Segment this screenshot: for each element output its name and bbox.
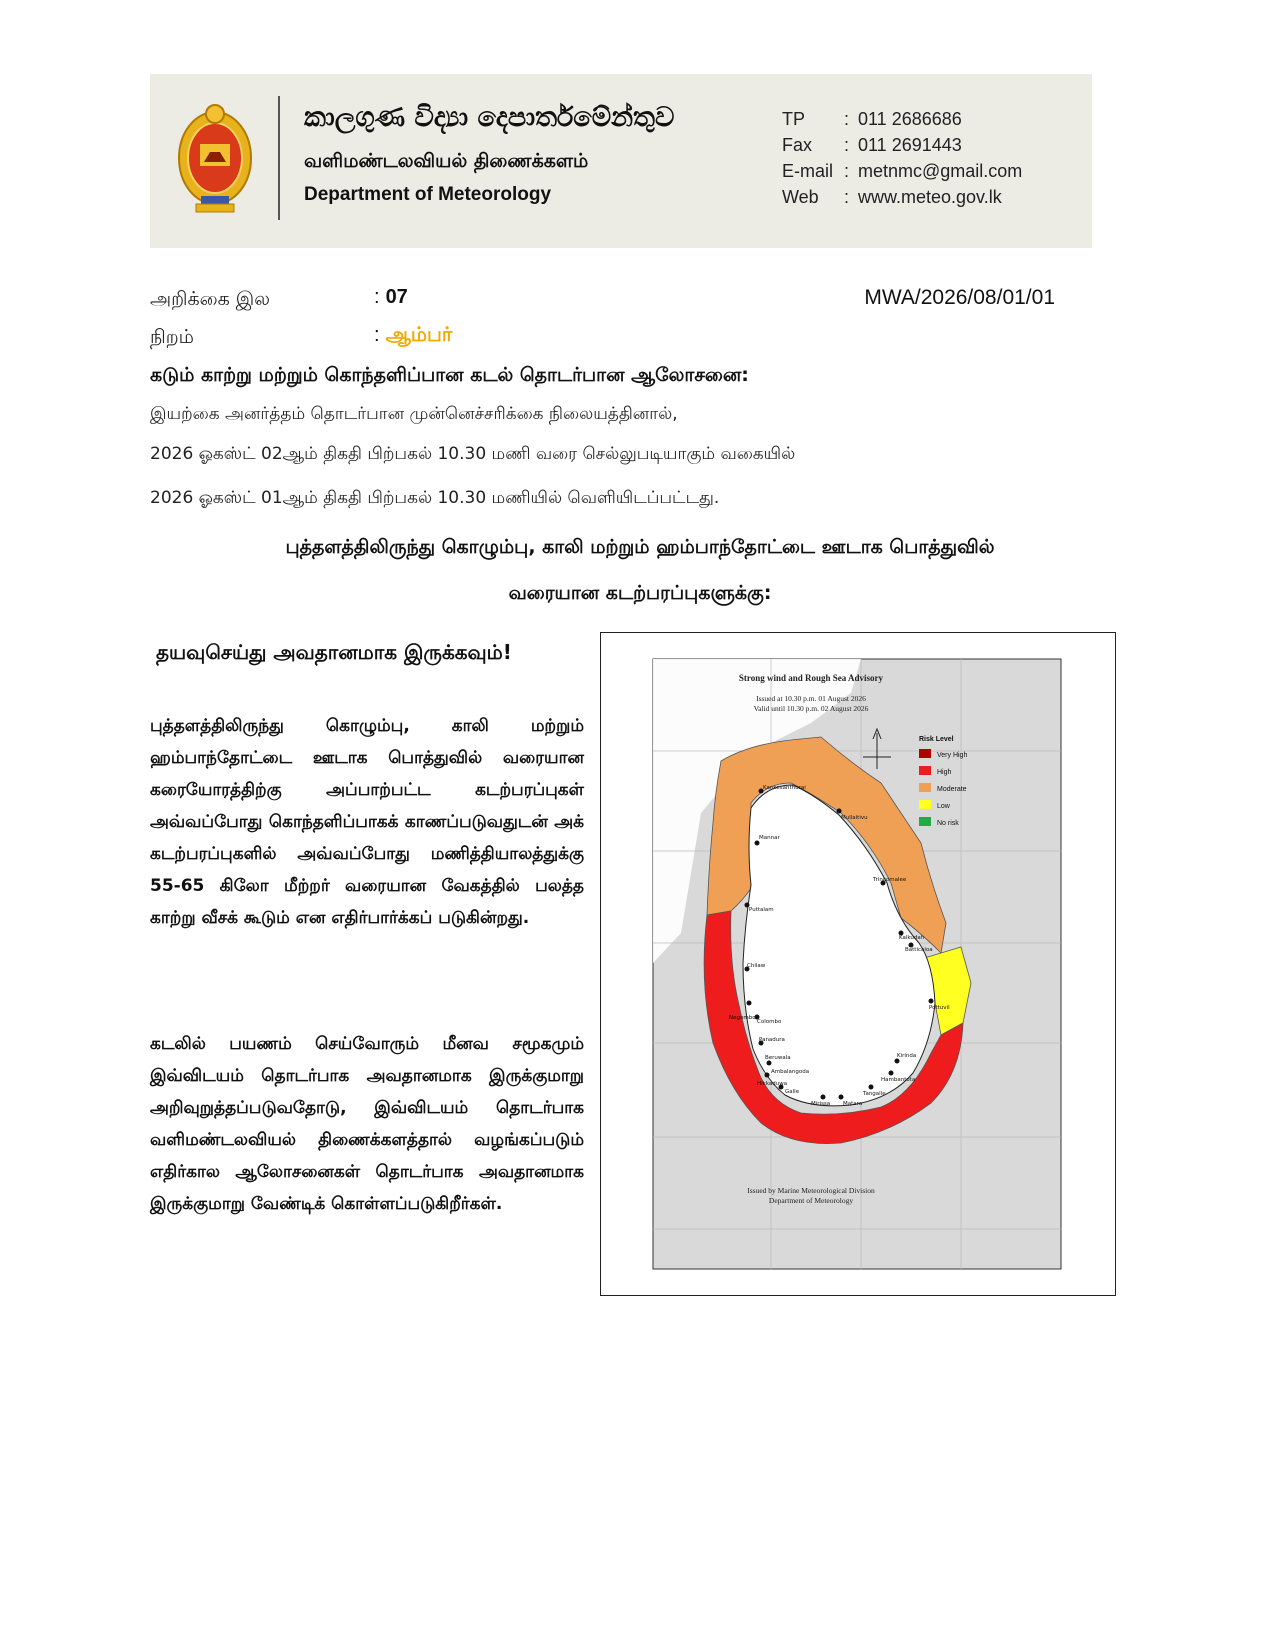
area-line: வரையான கடற்பரப்புகளுக்கு: [508,582,772,604]
legend-label: Very High [937,752,968,759]
legend-swatch [919,783,931,792]
advisory-map-svg [601,633,1114,1294]
map-issued: Issued at 10.30 p.m. 01 August 2026 [756,694,866,703]
contact-details [782,106,1022,210]
legend-label: Low [937,803,950,810]
letterhead [150,74,1092,248]
contact-label: E-mail [782,161,834,181]
place-label: Mirissa [811,1101,831,1107]
contact-row-tp [782,106,1022,132]
place-label: Galle [785,1089,800,1095]
contact-row-web [782,184,1022,210]
map-title: Strong wind and Rough Sea Advisory [738,673,884,683]
contact-separator: : [844,161,850,181]
place-label: Hikkaduwa [757,1081,788,1087]
letterhead-divider [278,96,280,220]
contact-label: Fax [782,135,813,155]
place-label: Chilaw [747,963,766,969]
area-line: புத்தளத்திலிருந்து கொழும்பு, காலி மற்றும் ஹம்பாந்தோட்டை ஊடாக பொத்துவில் [285,536,995,558]
contact-row-fax [782,132,1022,158]
place-label: Colombo [757,1019,782,1025]
caution-text: தயவுசெய்து அவதானமாக இருக்கவும்! [156,640,512,664]
place-label: Hambantota [881,1077,916,1083]
place-label: Pottuvil [929,1005,950,1011]
legend-swatch [919,817,931,826]
notice-number-label: அறிக்கை இல [150,288,271,310]
contact-value: 011 2686686 [858,109,962,129]
colour-label: நிறம் [150,326,194,348]
notice-number-value: 07 [385,286,408,308]
contact-value: 011 2691443 [858,135,962,155]
department-name-tamil: வளிமண்டலவியல் திணைக்களம் [304,150,589,172]
legend-swatch [919,800,931,809]
place-label: Mullaitivu [841,815,868,821]
issued-line: இயற்கை அனர்த்தம் தொடர்பான முன்னெச்சரிக்கை நிலையத்தினால், [150,404,678,424]
contact-label: TP [782,109,806,129]
place-label: Batticaloa [905,947,933,953]
place-label: Puttalam [749,907,774,913]
notice-number: : 07 [374,286,408,308]
contact-separator: : [844,109,850,129]
place-label: Beruwala [765,1055,791,1061]
contact-value[interactable]: www.meteo.gov.lk [858,187,1002,207]
advisory-headline: கடும் காற்று மற்றும் கொந்தளிப்பான கடல் தொடர்பான ஆலோசனை: [150,364,749,386]
place-label: Kalkudah [899,935,925,941]
map-valid: Valid until 10.30 p.m. 02 August 2026 [753,704,869,713]
legend-swatch [919,749,931,758]
place-label: Trincomalee [873,877,907,883]
contact-separator: : [844,187,850,207]
department-name-english: Department of Meteorology [304,184,552,205]
legend-label: Moderate [937,786,967,793]
advisory-paragraph: கடலில் பயணம் செய்வோரும் மீனவ சமூகமும் இவ்விடயம் தொடர்பாக அவதானமாக இருக்குமாறு அறிவுறுத்தப்படுவதோடு, இவ்விடயம் தொடர்பாக வளிமண்டலவியல் திணைக்களத்தால் வழங்கப்படும் எதிர்கால ஆலோசனைகள் தொடர்பாக அவதானமாக இருக்குமாறு வேண்டிக் கொள்ளப்படுகிறீர்கள். [150,1034,584,1214]
contact-value[interactable]: metnmc@gmail.com [858,161,1023,181]
place-label: Ambalangoda [771,1069,810,1075]
legend-label: No risk [937,820,959,827]
place-label: Kankesanthurai [763,785,806,791]
place-label: Kirinda [897,1053,917,1059]
legend-swatch [919,766,931,775]
place-label: Tangalle [863,1091,886,1097]
department-name-sinhala: කාලගුණ විද්‍යා දෙපාර්තමේන්තුව [304,102,675,133]
advisory-map [600,632,1116,1296]
contact-row-email [782,158,1022,184]
sri-lanka-emblem-icon [176,100,254,214]
contact-label: Web [782,187,819,207]
notice-reference: MWA/2026/08/01/01 [864,286,1055,309]
issued-line: 2026 ஓகஸ்ட் 02ஆம் திகதி பிற்பகல் 10.30 மணி வரை செல்லுபடியாகும் வகையில் [150,444,796,464]
advisory-paragraph: புத்தளத்திலிருந்து கொழும்பு, காலி மற்றும் ஹம்பாந்தோட்டை ஊடாக பொத்துவில் வரையான கரையோரத்திற்கு அப்பாற்பட்ட கடற்பரப்புகள் அவ்வப்போது கொந்தளிப்பாகக் காணப்படுவதுடன் அக் கடற்பரப்புகளில் அவ்வப்போது மணித்தியாலத்துக்கு 55-65 கிலோ மீற்றர் வரையான வேகத்தில் பலத்த காற்று வீசக் கூடும் என எதிர்பார்க்கப் படுகின்றது. [150,716,584,928]
map-footer: Issued by Marine Meteorological Division [747,1186,875,1195]
place-label: Matara [843,1101,863,1107]
colour-value: ஆம்பர் [385,324,453,346]
place-label: Panadura [759,1037,785,1043]
legend-label: High [937,769,952,776]
map-footer: Department of Meteorology [768,1196,854,1205]
issued-line: 2026 ஓகஸ்ட் 01ஆம் திகதி பிற்பகல் 10.30 மணியில் வெளியிடப்பட்டது. [150,488,720,508]
place-label: Negombo [729,1015,756,1021]
legend-title: Risk Level [919,736,954,743]
colour-level: : ஆம்பர் [374,324,453,346]
place-label: Mannar [759,835,780,841]
contact-separator: : [844,135,850,155]
